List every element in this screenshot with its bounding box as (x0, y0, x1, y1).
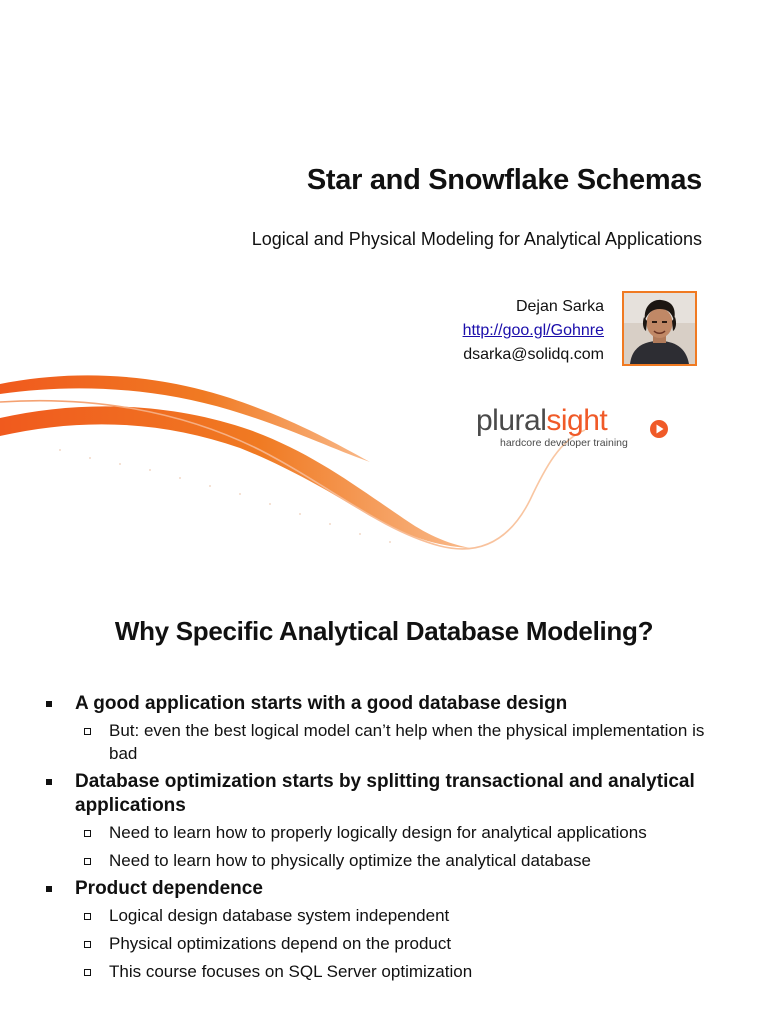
sub-bullet-item (75, 932, 734, 955)
logo-tagline: hardcore developer training (500, 437, 628, 449)
logo-wordmark: pluralsight (476, 404, 608, 437)
slide-subtitle: Logical and Physical Modeling for Analytical Applications (251, 229, 702, 249)
bullet-item (44, 770, 734, 872)
author-name: Dejan Sarka (515, 298, 604, 315)
hollow-square-bullet-icon (84, 969, 91, 976)
bullet-list (44, 692, 734, 988)
bullet-text: A good application starts with a good database design (75, 693, 568, 714)
sub-bullet-list (75, 821, 734, 872)
square-bullet-icon (46, 886, 52, 892)
play-icon (649, 419, 669, 439)
author-link[interactable]: http://goo.gl/Gohnre (462, 322, 604, 339)
square-bullet-icon (46, 701, 52, 707)
sub-bullet-text: Logical design database system independent (109, 906, 450, 925)
sub-bullet-text: This course focuses on SQL Server optimization (109, 962, 473, 981)
author-info (463, 295, 604, 367)
sub-bullet-text: Physical optimizations depend on the product (109, 934, 452, 953)
content-slide-title: Why Specific Analytical Database Modeling? (114, 616, 654, 646)
sub-bullet-item (75, 821, 734, 844)
content-slide (0, 588, 768, 1024)
sub-bullet-item (75, 904, 734, 927)
sub-bullet-item (75, 960, 734, 983)
bullet-item (44, 877, 734, 983)
sub-bullet-item (75, 719, 734, 765)
hollow-square-bullet-icon (84, 941, 91, 948)
sub-bullet-list (75, 904, 734, 983)
square-bullet-icon (46, 779, 52, 785)
bullet-item (44, 692, 734, 765)
hollow-square-bullet-icon (84, 858, 91, 865)
sub-bullet-list (75, 719, 734, 765)
sub-bullet-text: But: even the best logical model can’t help when the physical implementation is bad (109, 721, 705, 763)
sub-bullet-item (75, 849, 734, 872)
author-photo (622, 291, 697, 366)
bullet-text: Database optimization starts by splitting transactional and analytical applications (75, 771, 695, 816)
hollow-square-bullet-icon (84, 913, 91, 920)
author-email: dsarka@solidq.com (463, 346, 604, 363)
sub-bullet-text: Need to learn how to physically optimize the analytical database (109, 851, 591, 870)
bullet-text: Product dependence (75, 878, 263, 899)
slide-title: Star and Snowflake Schemas (306, 164, 702, 196)
sub-bullet-text: Need to learn how to properly logically design for analytical applications (109, 823, 647, 842)
hollow-square-bullet-icon (84, 830, 91, 837)
pluralsight-logo (476, 404, 676, 452)
hollow-square-bullet-icon (84, 728, 91, 735)
